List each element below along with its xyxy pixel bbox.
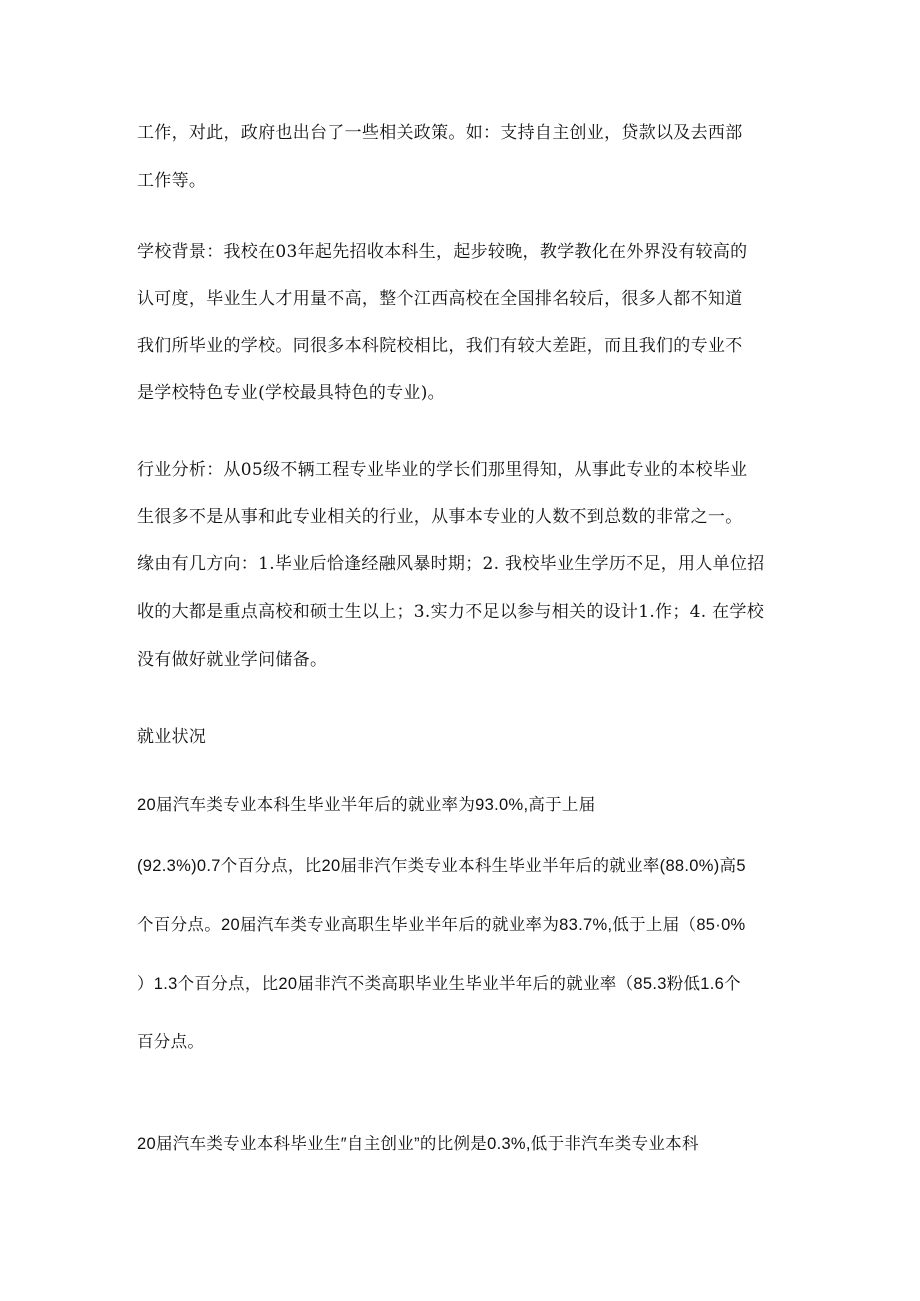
- text-line: 工作，对此，政府也出台了一些相关政策。如：支持自主创业，贷款以及去西部: [137, 123, 743, 143]
- text-line: ）1.3个百分点，比20届非汽不类高职毕业生毕业半年后的就业率（85.3粉低1.6个: [137, 975, 741, 993]
- text-line: 是学校特色专业(学校最具特色的专业)。: [137, 383, 445, 403]
- text-line: 认可度，毕业生人才用量不高，整个江西高校在全国排名较后，很多人都不知道: [137, 289, 743, 309]
- text-line: 工作等。: [137, 171, 207, 191]
- text-line: 生很多不是从事和此专业相关的行业，从事本专业的人数不到总数的非常之一。: [137, 507, 743, 527]
- text-line: 20届汽车类专业本科生毕业半年后的就业率为93.0%,高于上届: [137, 796, 596, 814]
- text-line: 20届汽车类专业本科毕业生″自主创业”的比例是0.3%,低于非汽车类专业本科: [137, 1135, 699, 1153]
- text-line: 百分点。: [137, 1033, 205, 1051]
- text-line: 缘由有几方向：1.毕业后恰逢经融风暴时期；2. 我校毕业生学历不足，用人单位招: [137, 554, 765, 574]
- text-line: 学校背景：我校在03年起先招收本科生，起步较晚，教学教化在外界没有较高的: [137, 242, 748, 262]
- text-line: 个百分点。20届汽车类专业高职生毕业半年后的就业率为83.7%,低于上届（85·0%: [137, 916, 746, 934]
- text-line: 我们所毕业的学校。同很多本科院校相比，我们有较大差距，而且我们的专业不: [137, 336, 743, 356]
- section-heading: 就业状况: [137, 727, 207, 747]
- text-line: (92.3%)0.7个百分点，比20届非汽乍类专业本科生毕业半年后的就业率(88.0%)高5: [137, 857, 746, 875]
- text-line: 行业分析：从05级不辆工程专业毕业的学长们那里得知，从事此专业的本校毕业: [137, 460, 748, 480]
- text-line: 收的大都是重点高校和硕士生以上；3.实力不足以参与相关的设计1.作；4. 在学校: [137, 602, 765, 622]
- text-line: 没有做好就业学问储备。: [137, 650, 328, 670]
